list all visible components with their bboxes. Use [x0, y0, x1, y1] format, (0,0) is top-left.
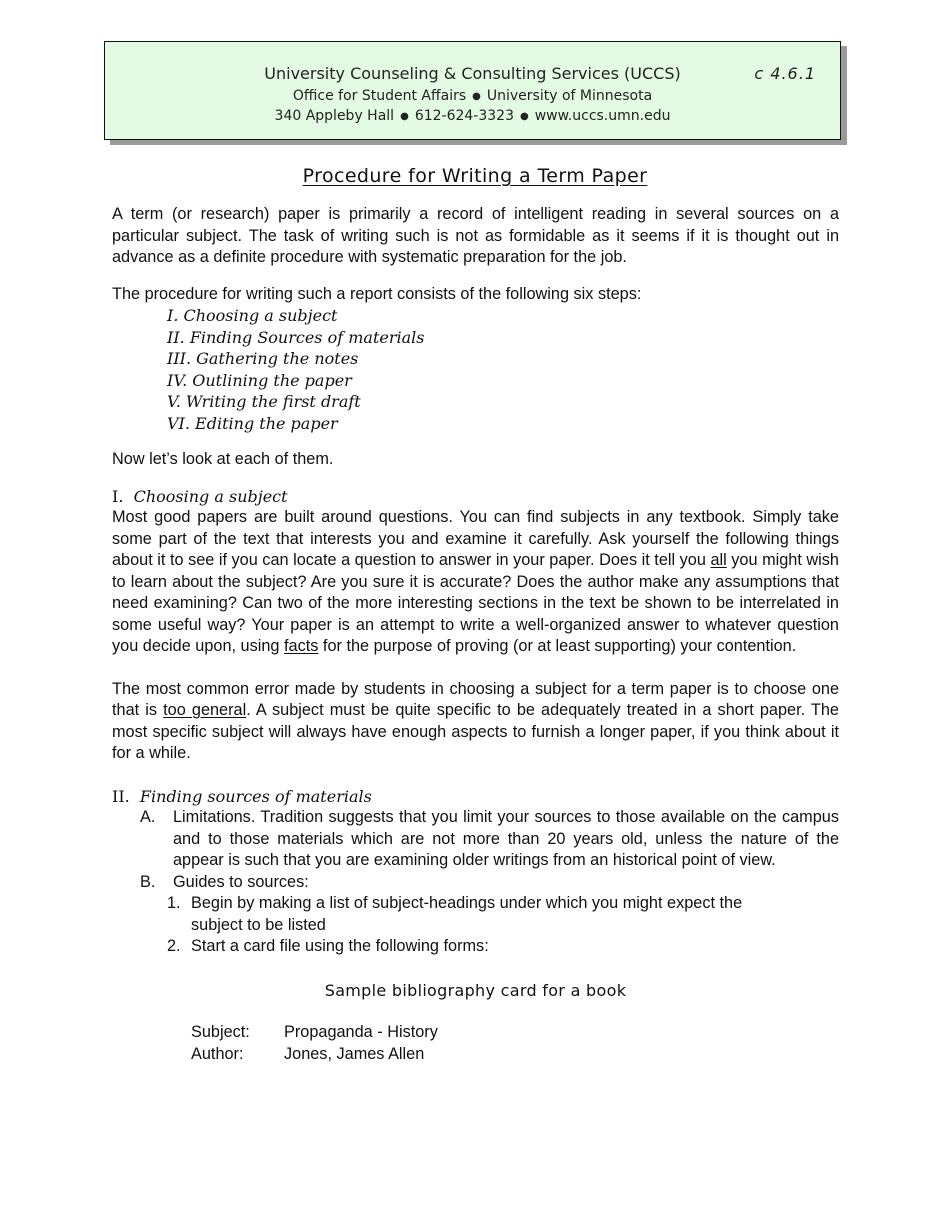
- underlined-word: facts: [284, 637, 319, 655]
- bullet-separator-icon: ●: [520, 111, 529, 122]
- address: 340 Appleby Hall: [274, 108, 395, 124]
- steps-intro: The procedure for writing such a report consists of the following six steps:: [112, 284, 642, 303]
- office-line: [105, 86, 840, 108]
- step-item: VI. Editing the paper: [167, 413, 338, 433]
- intro-paragraph: A term (or research) paper is primarily a record of intelligent reading in several sources on a particular subject. The task of writing such is not as formidable as it seems if it is thought out in advance as a definite procedure with systematic preparation for the job.: [112, 205, 839, 266]
- page-title: Procedure for Writing a Term Paper: [302, 165, 648, 187]
- section-title: Choosing a subject: [133, 486, 288, 506]
- outline-text: Guides to sources:: [173, 872, 309, 891]
- section-heading-choosing: [112, 486, 839, 508]
- outline-item-guides: [112, 872, 839, 894]
- contact-line: [105, 106, 840, 128]
- office-name: Office for Student Affairs: [292, 88, 467, 104]
- section-title: Finding sources of materials: [139, 786, 372, 806]
- document-code: c 4.6.1: [754, 64, 816, 83]
- university-name: University of Minnesota: [486, 88, 653, 104]
- card-row-author: [112, 1044, 839, 1066]
- outline-marker: A.: [140, 808, 156, 826]
- card-label: Author:: [191, 1044, 244, 1063]
- section-numeral: II.: [112, 786, 130, 806]
- bullet-separator-icon: ●: [472, 91, 481, 102]
- transition-text: Now let’s look at each of them.: [112, 450, 334, 468]
- card-row-subject: [112, 1022, 839, 1044]
- org-name: University Counseling & Consulting Services (UCCS): [264, 64, 681, 83]
- outline-marker: 1.: [167, 894, 181, 912]
- outline-item-limitations: [112, 807, 839, 872]
- underlined-phrase: too general: [163, 701, 247, 719]
- step-item: II. Finding Sources of materials: [167, 327, 425, 347]
- phone: 612-624-3323: [414, 108, 514, 124]
- outline-marker: B.: [140, 872, 156, 891]
- outline-text: Begin by making a list of subject-headings under which you might expect the subject to be listed: [191, 894, 743, 934]
- outline-subitem: [112, 893, 839, 936]
- bullet-separator-icon: ●: [400, 111, 409, 122]
- outline-marker: 2.: [167, 937, 181, 955]
- step-item: I. Choosing a subject: [167, 306, 338, 325]
- document-body: [112, 204, 839, 1065]
- website-link: www.uccs.umn.edu: [534, 108, 671, 124]
- steps-list: [167, 305, 839, 434]
- outline-text: Limitations. Tradition suggests that you limit your sources to those available on the campus and to those materials which are not more than 20 years old, unless the nature of the appear is such that you are examining older writings from an historical point of view.: [173, 808, 839, 869]
- choosing-paragraph-1: Most good papers are built around questions. You can find subjects in any textbook. Simply take some part of the text that interests you and examine it carefully. Ask yourself the following things about it to see if you can locate a question to answer in your paper. Does it tell you all you might wish to learn about the subject? Are you sure it is accurate? Does the author make any assumptions that need examining? Can two of the more interesting sections in the text be shown to be interrelated in some useful way? Your paper is an attempt to write a well-organized answer to whatever question you decide upon, using facts for the purpose of proving (or at least supporting) your contention.: [112, 508, 839, 655]
- section-numeral: I.: [112, 486, 124, 506]
- step-item: IV. Outlining the paper: [167, 370, 352, 390]
- choosing-paragraph-2: The most common error made by students in choosing a subject for a term paper is to choose one that is too general. A subject must be quite specific to be adequately treated in a short paper. The most specific subject will always have enough aspects to furnish a longer paper, if you think about it for a while.: [112, 679, 839, 762]
- card-label: Subject:: [191, 1023, 250, 1041]
- outline-text: Start a card file using the following forms:: [191, 937, 489, 955]
- letterhead-box: [104, 41, 841, 140]
- step-item: III. Gathering the notes: [167, 349, 359, 368]
- outline-subitem: [112, 936, 839, 958]
- section-heading-sources: [112, 786, 839, 808]
- sample-card-caption: Sample bibliography card for a book: [324, 980, 627, 1000]
- step-item: V. Writing the first draft: [167, 392, 361, 411]
- card-value: Propaganda - History: [284, 1023, 438, 1041]
- underlined-word: all: [710, 551, 727, 569]
- card-value: Jones, James Allen: [284, 1044, 425, 1063]
